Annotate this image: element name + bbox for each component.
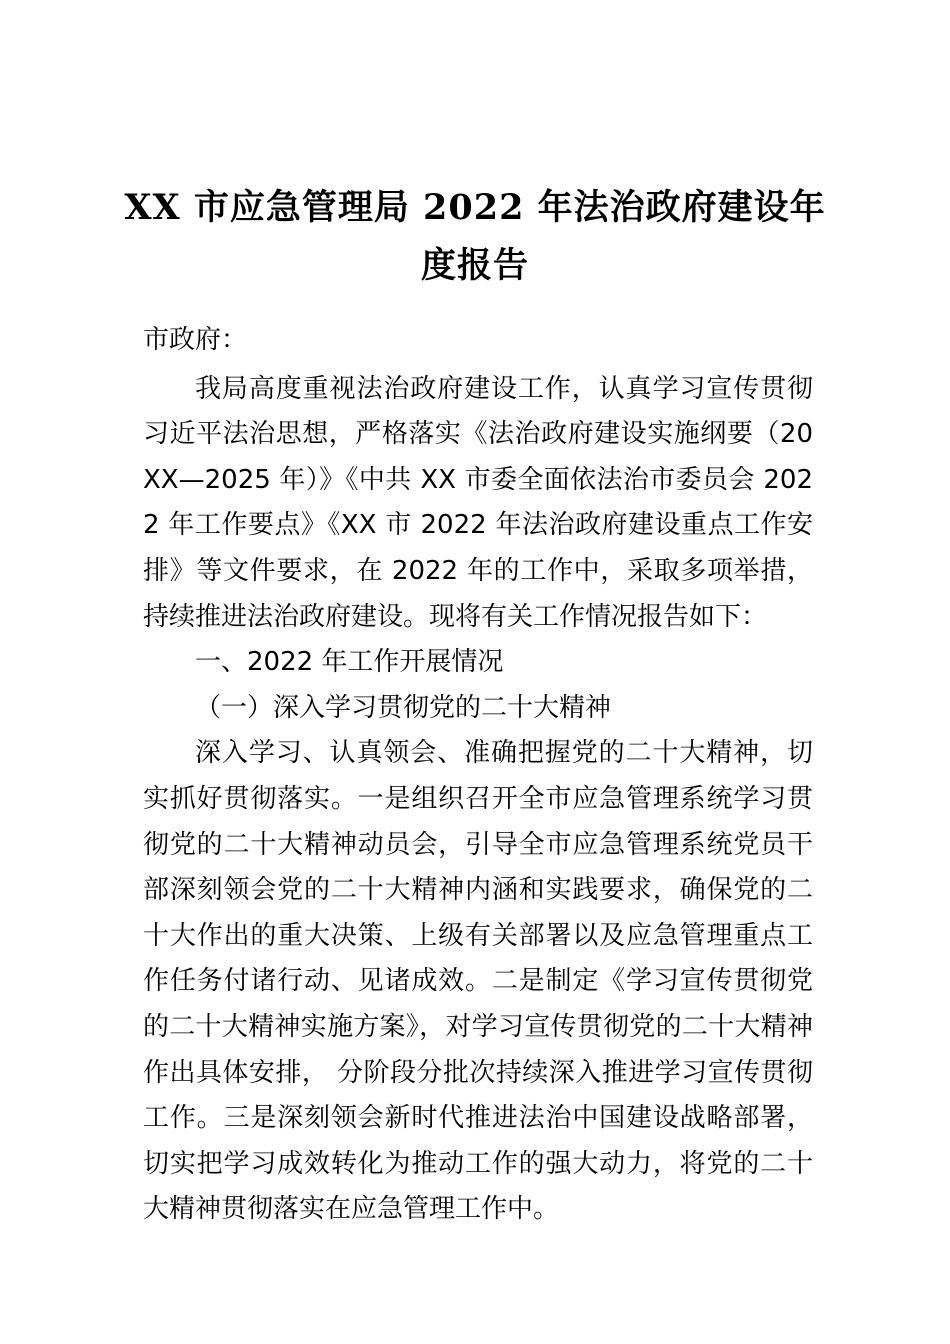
- document-body: [143, 318, 813, 1233]
- document-title: [110, 179, 840, 295]
- section-heading: 一、2022 年工作开展情况: [195, 647, 504, 678]
- subsection-heading: （一）深入学习贯彻党的二十大精神: [195, 692, 612, 723]
- section-paragraph: 深入学习、认真领会、准确把握党的二十大精神，切实抓好贯彻落实。一是组织召开全市应急管理系统学习贯彻党的二十大精神动员会，引导全市应急管理系统党员干部深刻领会党的二十大精神内涵和实践要求，确保党的二十大作出的重大决策、上级有关部署以及应急管理重点工作任务付诸行动、见诸成效。二是制定《学习宣传贯彻党的二十大精神实施方案》，对学习宣传贯彻党的二十大精神作出具体安排， 分阶段分批次持续深入推进学习宣传贯彻工作。三是深刻领会新时代推进法治中国建设战略部署，切实把学习成效转化为推动工作的强大动力，将党的二十大精神贯彻落实在应急管理工作中。: [143, 738, 813, 1225]
- title-line-1: XX 市应急管理局 2022 年法治政府建设年: [124, 187, 826, 229]
- title-line-2: 度报告: [420, 245, 529, 287]
- salutation: 市政府：: [143, 325, 248, 355]
- intro-paragraph: 我局高度重视法治政府建设工作，认真学习宣传贯彻习近平法治思想，严格落实《法治政府建设实施纲要（20XX—2025 年）》《中共 XX 市委全面依法治市委员会 2022 年工作要点》《XX 市 2022 年法治政府建设重点工作安排》等文件要求，在 2022 年的工作中，采取多项举措，持续推进法治政府建设。现将有关工作情况报告如下：: [143, 373, 813, 632]
